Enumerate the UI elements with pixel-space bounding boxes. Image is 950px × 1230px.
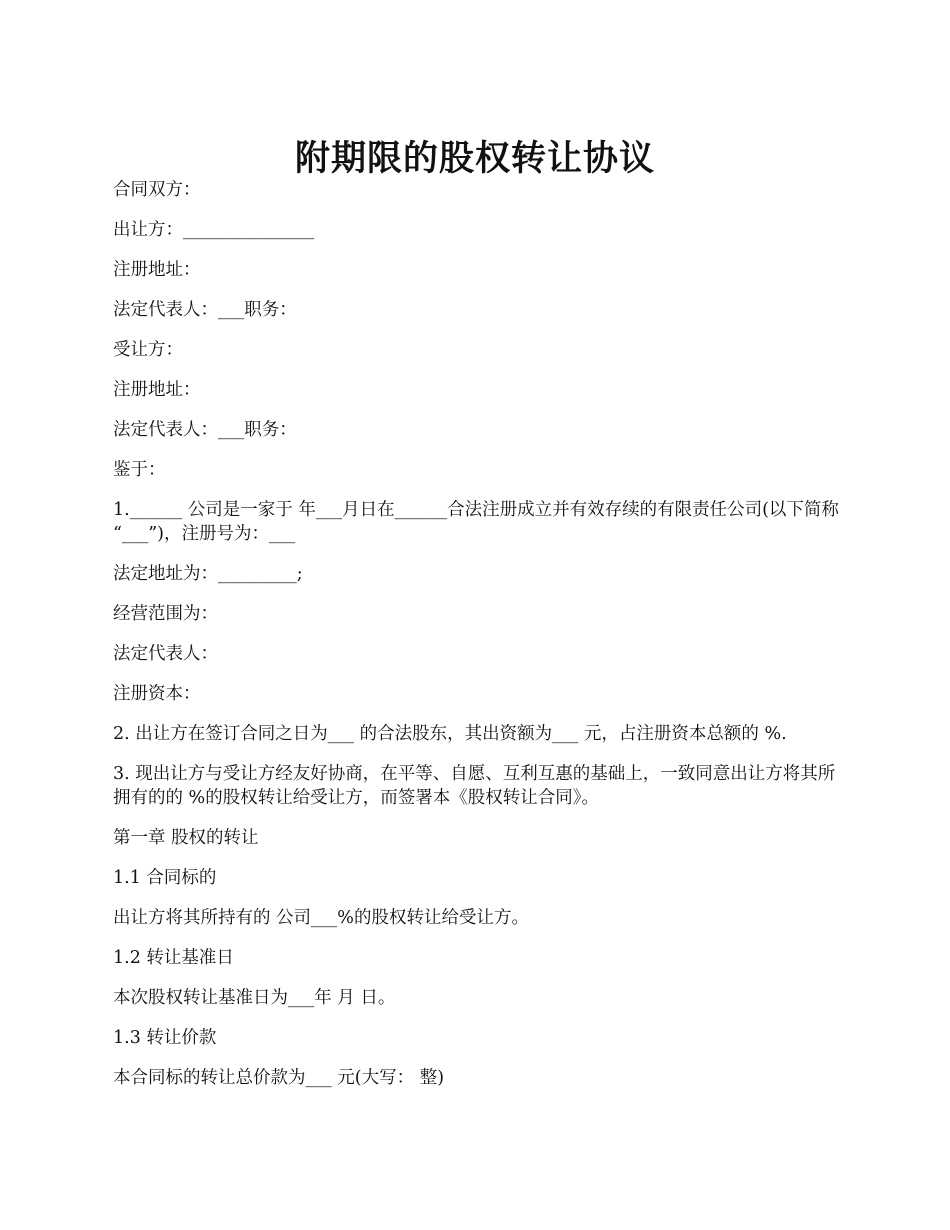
section-1-1-heading: 1.1 合同标的 bbox=[113, 868, 217, 888]
transferee-address: 注册地址： bbox=[113, 380, 201, 400]
company-representative: 法定代表人： bbox=[113, 644, 218, 664]
business-scope: 经营范围为： bbox=[113, 604, 218, 624]
section-1-2-text: 本次股权转让基准日为___年 月 日。 bbox=[113, 988, 396, 1008]
whereas-clause-1: 1.______ 公司是一家于 年___月日在______合法注册成立并有效存续的有限责任公司(以下简称 “___”)，注册号为：___ bbox=[113, 500, 845, 544]
section-1-2-heading: 1.2 转让基准日 bbox=[113, 948, 234, 968]
parties-heading: 合同双方： bbox=[113, 180, 201, 200]
document-title: 附期限的股权转让协议 bbox=[294, 138, 655, 180]
section-1-3-heading: 1.3 转让价款 bbox=[113, 1028, 217, 1048]
transferor-line: 出让方：_______________ bbox=[113, 220, 315, 240]
transferor-address: 注册地址： bbox=[113, 260, 201, 280]
transferee-representative: 法定代表人：___职务： bbox=[113, 420, 297, 440]
whereas-clause-2: 2. 出让方在签订合同之日为___ 的合法股东，其出资额为___ 元，占注册资本总额的 %. bbox=[113, 724, 787, 744]
registered-capital: 注册资本： bbox=[113, 684, 201, 704]
transferor-representative: 法定代表人：___职务： bbox=[113, 300, 297, 320]
document-body bbox=[113, 178, 843, 1106]
section-1-3-text: 本合同标的转让总价款为___ 元(大写： 整) bbox=[113, 1068, 445, 1088]
whereas-clause-3: 3. 现出让方与受让方经友好协商，在平等、自愿、互利互惠的基础上，一致同意出让方将其所拥有的的 %的股权转让给受让方，而签署本《股权转让合同》。 bbox=[113, 764, 836, 808]
legal-address: 法定地址为：_________; bbox=[113, 564, 303, 584]
transferee-line: 受让方： bbox=[113, 340, 183, 360]
whereas-heading: 鉴于： bbox=[113, 460, 166, 480]
chapter-1-heading: 第一章 股权的转让 bbox=[113, 828, 259, 848]
section-1-1-text: 出让方将其所持有的 公司___%的股权转让给受让方。 bbox=[113, 908, 529, 928]
